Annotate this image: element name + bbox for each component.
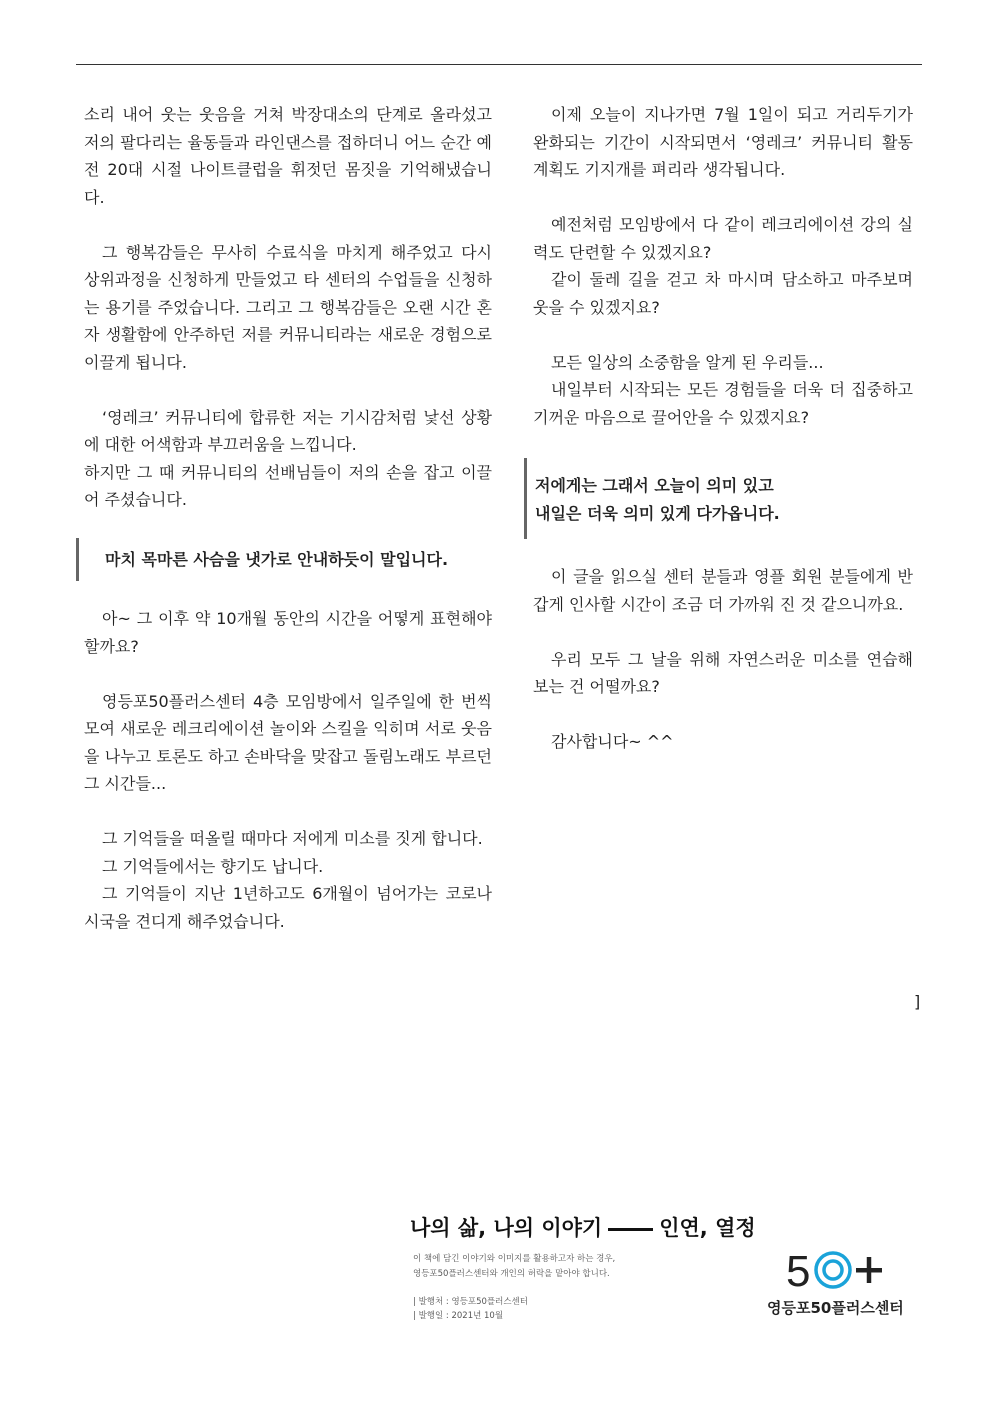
footer-title-sub: 인연, 열정 <box>659 1216 756 1240</box>
org-name: 영등포50플러스센터 <box>767 1299 904 1317</box>
left-column <box>84 101 492 935</box>
paragraph: 영등포50플러스센터 4층 모임방에서 일주일에 한 번씩 모여 새로운 레크리에이션 놀이와 스킬을 익히며 서로 웃음을 나누고 토론도 하고 손바닥을 맞잡고 돌림노래도 부르던 그 시간들... <box>84 691 492 793</box>
usage-notice <box>413 1252 615 1282</box>
pull-quote <box>76 538 492 582</box>
paragraph: 하지만 그 때 커뮤니티의 선배님들이 저의 손을 잡고 이끌어 주셨습니다. <box>84 462 492 509</box>
title-dash <box>608 1228 653 1231</box>
paragraph: 모든 일상의 소중함을 알게 된 우리들... <box>551 352 824 372</box>
footer-title <box>410 1212 756 1242</box>
svg-text:5: 5 <box>786 1247 811 1291</box>
publisher: | 발행처 : 영등포50플러스센터 <box>413 1297 528 1307</box>
stray-bracket: ] <box>914 992 921 1011</box>
paragraph: 우리 모두 그 날을 위해 자연스러운 미소를 연습해 보는 건 어떨까요? <box>533 649 913 696</box>
paragraph: 감사합니다~ ^^ <box>551 732 674 751</box>
published-date: | 발행일 : 2021년 10월 <box>413 1311 504 1321</box>
paragraph: 이제 오늘이 지나가면 7월 1일이 되고 거리두기가 완화되는 기간이 시작되면서 ‘영레크’ 커뮤니티 활동 계획도 기지개를 펴리라 생각됩니다. <box>533 105 913 179</box>
paragraph: 아~ 그 이후 약 10개월 동안의 시간을 어떻게 표현해야 할까요? <box>84 609 492 656</box>
publication-info <box>413 1295 528 1323</box>
pull-quote-line: 저에게는 그래서 오늘이 의미 있고 <box>535 476 774 495</box>
paragraph: 예전처럼 모임방에서 다 같이 레크리에이션 강의 실력도 단련할 수 있겠지요? <box>533 215 913 262</box>
notice-line: 영등포50플러스센터와 개인의 허락을 맡아야 합니다. <box>413 1269 610 1279</box>
paragraph: 이 글을 읽으실 센터 분들과 영플 회원 분들에게 반갑게 인사할 시간이 조금 더 가까워 진 것 같으니까요. <box>533 567 913 614</box>
paragraph: 내일부터 시작되는 모든 경험들을 더욱 더 집중하고 기꺼운 마음으로 끌어안을 수 있겠지요? <box>533 380 913 427</box>
center-logo-icon <box>786 1246 886 1291</box>
paragraph: 그 기억들에서는 향기도 납니다. <box>102 856 324 876</box>
pull-quote-text: 마치 목마른 사슴을 냇가로 안내하듯이 말입니다. <box>105 549 449 569</box>
paragraph: 같이 둘레 길을 걷고 차 마시며 담소하고 마주보며 웃을 수 있겠지요? <box>533 270 913 317</box>
paragraph: 그 기억들을 떠올릴 때마다 저에게 미소를 짓게 합니다. <box>102 829 483 848</box>
paragraph: 그 기억들이 지난 1년하고도 6개월이 넘어가는 코로나 시국을 견디게 해주었습니다. <box>84 884 492 931</box>
top-divider <box>76 64 922 65</box>
right-column <box>533 101 913 756</box>
notice-line: 이 책에 담긴 이야기와 이미지를 활용하고자 하는 경우, <box>413 1254 616 1264</box>
pull-quote <box>524 458 913 539</box>
paragraph: 그 행복감들은 무사히 수료식을 마치게 해주었고 다시 상위과정을 신청하게 만들었고 타 센터의 수업들을 신청하는 용기를 주었습니다. 그리고 그 행복감들은 오랜 시간 혼자 생활함에 안주하던 저를 커뮤니티라는 새로운 경험으로 이끌게 됩니다. <box>84 242 492 372</box>
footer-title-main: 나의 삶, 나의 이야기 <box>410 1216 603 1240</box>
pull-quote-line: 내일은 더욱 의미 있게 다가옵니다. <box>535 503 780 523</box>
paragraph: 소리 내어 웃는 웃음을 거쳐 박장대소의 단계로 올라섰고 저의 팔다리는 율동들과 라인댄스를 접하더니 어느 순간 예전 20대 시절 나이트클럽을 휘젓던 몸짓을 기억해냈습니다. <box>84 105 492 207</box>
paragraph: ‘영레크’ 커뮤니티에 합류한 저는 기시감처럼 낯선 상황에 대한 어색함과 부끄러움을 느낍니다. <box>84 407 492 454</box>
